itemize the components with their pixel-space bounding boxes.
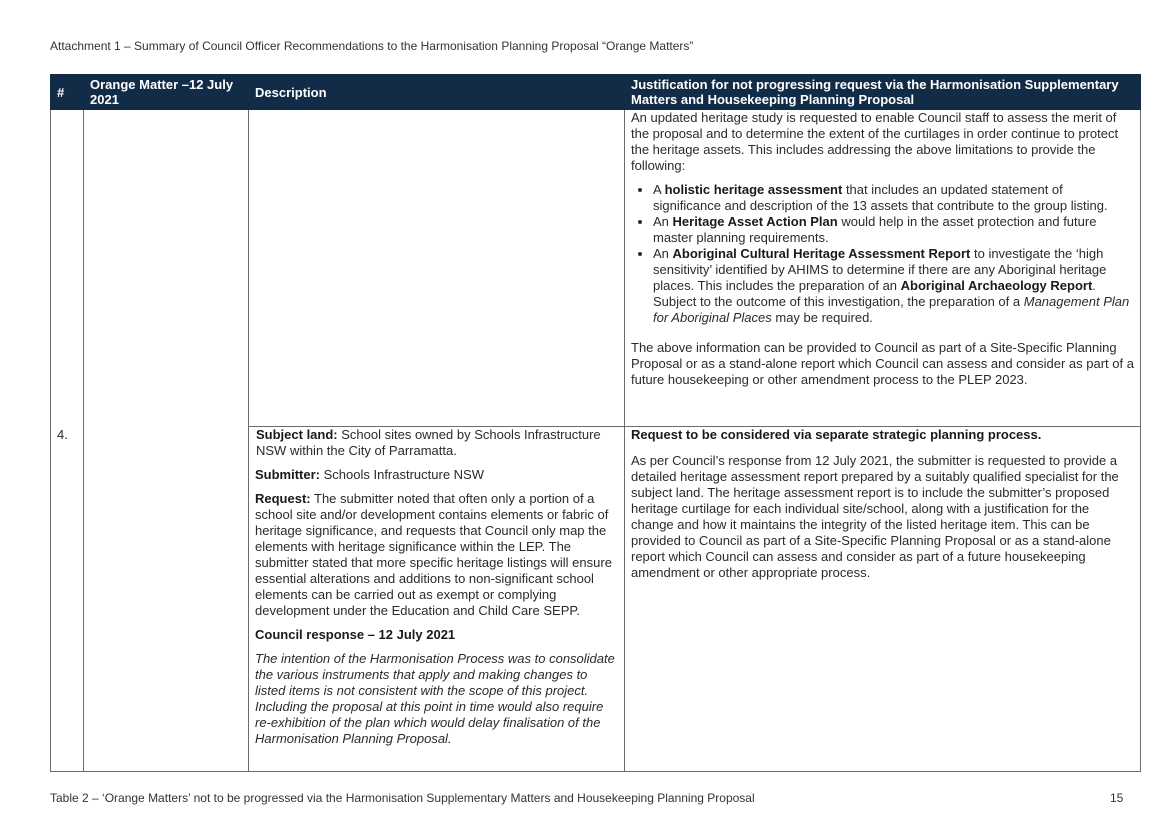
cell-matter-continued <box>84 110 249 427</box>
cell-description <box>249 427 625 772</box>
page-header: Attachment 1 – Summary of Council Officer Recommendations to the Harmonisation Planning Proposal “Orange Matters” <box>50 39 694 53</box>
page-number: 15 <box>1110 791 1124 805</box>
council-response-text <box>255 651 618 747</box>
bold-term: Heritage Asset Action Plan <box>672 214 838 229</box>
bold-term: Aboriginal Archaeology Report <box>900 278 1093 293</box>
submitter-text: Schools Infrastructure NSW <box>320 467 484 482</box>
request <box>255 491 618 619</box>
subject-land <box>255 427 618 459</box>
col-header-description: Description <box>249 75 625 110</box>
list-item <box>653 246 1134 326</box>
table-row-continued <box>51 110 1141 427</box>
text-span: An <box>653 246 673 261</box>
subject-land-text: School sites owned by Schools Infrastructure NSW within the City of Parramatta. <box>256 427 601 458</box>
cell-justification <box>625 427 1141 772</box>
cell-row-number: 4. <box>51 427 84 772</box>
council-response-heading <box>255 627 618 643</box>
text-span: may be required. <box>771 310 873 325</box>
col-header-justification: Justification for not progressing request via the Harmonisation Supplementary Matters and Housekeeping Planning Proposal <box>625 75 1141 110</box>
heritage-study-intro: An updated heritage study is requested to enable Council staff to assess the merit of the proposal and to determine the extent of the curtilages in order continue to protect the heritage assets. This includes addressing the above limitations to provide the following: <box>631 110 1119 173</box>
cell-orange-matter <box>84 427 249 772</box>
list-item <box>653 214 1134 246</box>
table-header-row <box>51 75 1141 110</box>
cell-justification-continued <box>625 110 1141 427</box>
bold-term: Aboriginal Cultural Heritage Assessment Report <box>672 246 971 261</box>
heritage-study-closing: The above information can be provided to Council as part of a Site-Specific Planning Proposal or as a stand-alone report which Council can assess and consider as part of a future housekeeping or other amendment process to the PLEP 2023. <box>631 340 1134 387</box>
cell-number-continued <box>51 110 84 427</box>
submitter <box>255 467 618 483</box>
subject-land-label: Subject land: <box>256 427 338 442</box>
text-span: would help in the asset protection and future master planning requirements. <box>653 214 1097 245</box>
col-header-orange-matter: Orange Matter –12 July 2021 <box>84 75 249 110</box>
text-span: that includes an updated statement of significance and description of the 13 assets that contribute to the group listing. <box>653 182 1108 213</box>
justification-heading-text: Request to be considered via separate strategic planning process. <box>631 427 1042 442</box>
col-header-number: # <box>51 75 84 110</box>
text-span: An <box>653 214 673 229</box>
request-text: The submitter noted that often only a portion of a school site and/or development contains elements or fabric of heritage significance, and requests that Council only map the elements with heritage significance within the LEP. The submitter stated that more specific heritage listings will ensure essential alterations and additions to non-significant school elements can be carried out as exempt or complying development under the Education and Child Care SEPP. <box>255 491 612 618</box>
table-row-4 <box>51 427 1141 772</box>
council-response-italic: The intention of the Harmonisation Process was to consolidate the various instruments that apply and making changes to listed items is not consistent with the scope of this project. Including the proposal at this point in time would also require re-exhibition of the plan which would delay finalisation of the Harmonisation Planning Proposal. <box>255 651 615 746</box>
council-response-heading-text: Council response – 12 July 2021 <box>255 627 456 642</box>
table-caption: Table 2 – ‘Orange Matters’ not to be progressed via the Harmonisation Supplementary Matters and Housekeeping Planning Proposal <box>50 791 755 805</box>
request-label: Request: <box>255 491 311 506</box>
orange-matters-table <box>50 74 1141 772</box>
submitter-label: Submitter: <box>255 467 320 482</box>
list-item <box>653 182 1134 214</box>
text-span: A <box>653 182 665 197</box>
text-span: . Subject to the outcome of this investigation, the preparation of a <box>653 278 1096 309</box>
cell-description-continued <box>249 110 625 427</box>
text-span: to investigate the ‘high sensitivity’ identified by AHIMS to determine if there are any Aboriginal heritage places. This includes the preparation of an <box>653 246 1107 293</box>
heritage-requirements-list <box>631 182 1134 326</box>
bold-term: holistic heritage assessment <box>664 182 843 197</box>
justification-text: As per Council’s response from 12 July 2021, the submitter is requested to provide a detailed heritage assessment report prepared by a suitably qualified specialist for the subject land. The heritage assessment report is to include the submitter’s proposed heritage curtilage for each individual site/school, along with a justification for the change and how it maintains the integrity of the listed heritage item. This can be provided to Council as part of a Site-Specific Planning Proposal or as a stand-alone report which Council can assess and consider as part of a future housekeeping amendment or other appropriate process. <box>631 453 1119 580</box>
justification-heading <box>631 427 1134 443</box>
italic-term: Management Plan for Aboriginal Places <box>653 294 1130 325</box>
